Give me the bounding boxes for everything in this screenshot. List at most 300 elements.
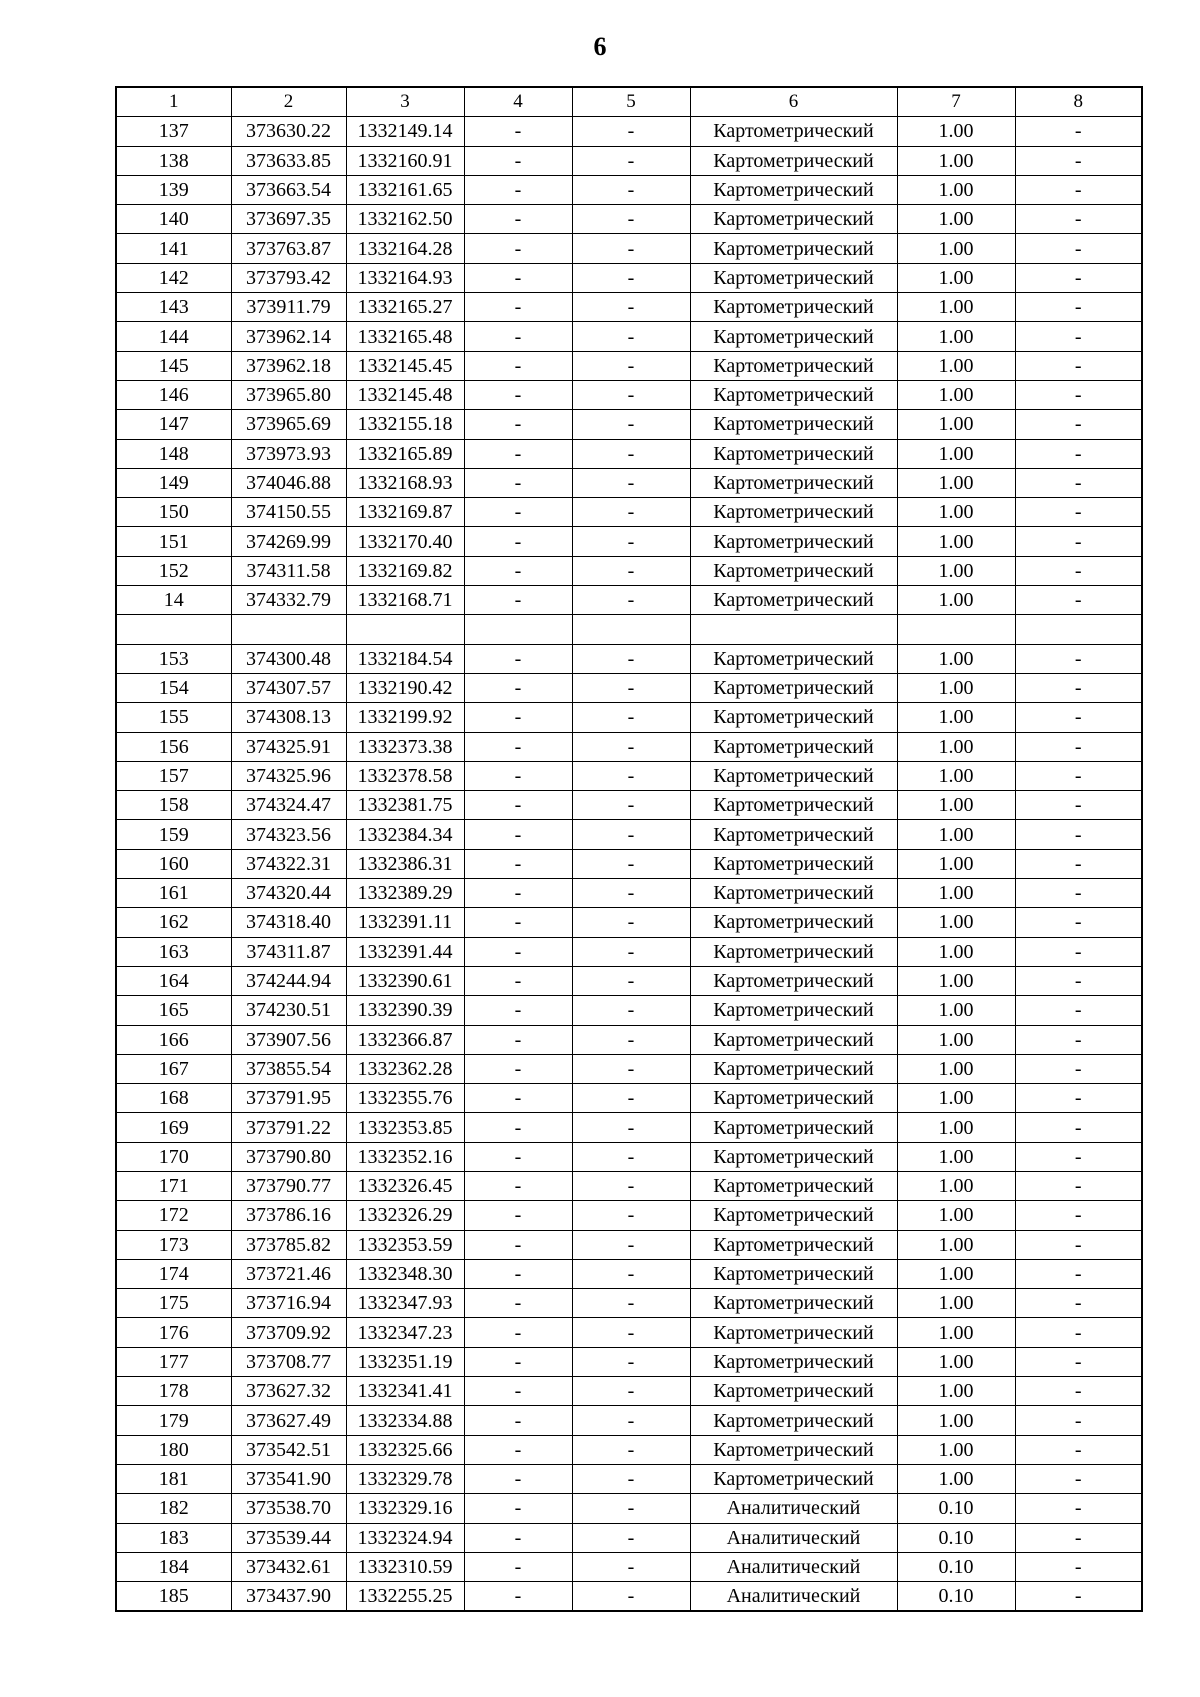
method-cell: Картометрический	[690, 1230, 897, 1259]
y-coordinate-cell: 1332352.16	[346, 1142, 464, 1171]
col-5-cell: -	[572, 1464, 690, 1493]
y-coordinate-cell: 1332381.75	[346, 791, 464, 820]
point-number-cell: 174	[116, 1259, 231, 1288]
x-coordinate-cell: 374323.56	[231, 820, 346, 849]
col-4-cell: -	[464, 732, 572, 761]
y-coordinate-cell: 1332390.39	[346, 996, 464, 1025]
table-row	[116, 1552, 1142, 1581]
col-8-cell: -	[1015, 1494, 1142, 1523]
x-coordinate-cell: 373697.35	[231, 205, 346, 234]
table-row	[116, 527, 1142, 556]
col-5-cell: -	[572, 527, 690, 556]
col-8-cell: -	[1015, 673, 1142, 702]
col-4-cell: -	[464, 1142, 572, 1171]
col-5-cell: -	[572, 966, 690, 995]
col-8-cell	[1015, 615, 1142, 644]
table-row	[116, 937, 1142, 966]
x-coordinate-cell: 374150.55	[231, 498, 346, 527]
col-8-cell: -	[1015, 1171, 1142, 1200]
point-number-cell: 149	[116, 468, 231, 497]
col-4-cell: -	[464, 234, 572, 263]
y-coordinate-cell: 1332190.42	[346, 673, 464, 702]
col-5-cell: -	[572, 732, 690, 761]
y-coordinate-cell: 1332373.38	[346, 732, 464, 761]
x-coordinate-cell: 373437.90	[231, 1582, 346, 1612]
table-row	[116, 498, 1142, 527]
point-number-cell: 179	[116, 1406, 231, 1435]
x-coordinate-cell: 374324.47	[231, 791, 346, 820]
table-row	[116, 1582, 1142, 1612]
point-number-cell: 183	[116, 1523, 231, 1552]
table-row	[116, 175, 1142, 204]
col-8-cell: -	[1015, 1347, 1142, 1376]
y-coordinate-cell: 1332326.29	[346, 1201, 464, 1230]
col-8-cell: -	[1015, 791, 1142, 820]
method-cell: Картометрический	[690, 380, 897, 409]
col-5-cell: -	[572, 673, 690, 702]
point-number-cell: 177	[116, 1347, 231, 1376]
col-8-cell: -	[1015, 1435, 1142, 1464]
accuracy-cell: 1.00	[897, 732, 1015, 761]
table-row	[116, 1406, 1142, 1435]
y-coordinate-cell: 1332161.65	[346, 175, 464, 204]
col-8-cell: -	[1015, 1054, 1142, 1083]
point-number-cell: 144	[116, 322, 231, 351]
col-4-cell: -	[464, 1494, 572, 1523]
col-5-cell: -	[572, 1084, 690, 1113]
table-row	[116, 1054, 1142, 1083]
y-coordinate-cell: 1332347.23	[346, 1318, 464, 1347]
col-4-cell: -	[464, 117, 572, 146]
y-coordinate-cell: 1332391.44	[346, 937, 464, 966]
table-header-row	[116, 87, 1142, 117]
point-number-cell: 14	[116, 586, 231, 615]
col-5-cell: -	[572, 644, 690, 673]
point-number-cell: 142	[116, 263, 231, 292]
col-4-cell: -	[464, 966, 572, 995]
x-coordinate-cell: 373663.54	[231, 175, 346, 204]
accuracy-cell: 1.00	[897, 380, 1015, 409]
col-4-cell: -	[464, 205, 572, 234]
method-cell: Картометрический	[690, 996, 897, 1025]
col-8-cell: -	[1015, 761, 1142, 790]
col-5-cell: -	[572, 908, 690, 937]
point-number-cell: 154	[116, 673, 231, 702]
col-4-cell: -	[464, 468, 572, 497]
col-4-cell: -	[464, 1523, 572, 1552]
point-number-cell: 175	[116, 1289, 231, 1318]
x-coordinate-cell: 373716.94	[231, 1289, 346, 1318]
y-coordinate-cell: 1332160.91	[346, 146, 464, 175]
col-4-cell: -	[464, 1289, 572, 1318]
y-coordinate-cell: 1332378.58	[346, 761, 464, 790]
point-number-cell: 137	[116, 117, 231, 146]
method-cell: Картометрический	[690, 966, 897, 995]
method-cell: Картометрический	[690, 263, 897, 292]
y-coordinate-cell: 1332329.16	[346, 1494, 464, 1523]
col-8-cell: -	[1015, 439, 1142, 468]
col-4-cell: -	[464, 996, 572, 1025]
x-coordinate-cell: 373627.49	[231, 1406, 346, 1435]
method-cell: Картометрический	[690, 146, 897, 175]
point-number-cell: 156	[116, 732, 231, 761]
table-row	[116, 673, 1142, 702]
accuracy-cell: 1.00	[897, 439, 1015, 468]
accuracy-cell: 1.00	[897, 1142, 1015, 1171]
point-number-cell: 143	[116, 293, 231, 322]
point-number-cell: 164	[116, 966, 231, 995]
point-number-cell: 148	[116, 439, 231, 468]
col-8-cell: -	[1015, 732, 1142, 761]
table-row	[116, 820, 1142, 849]
col-5-cell: -	[572, 1201, 690, 1230]
accuracy-cell: 1.00	[897, 996, 1015, 1025]
point-number-cell: 169	[116, 1113, 231, 1142]
col-8-cell: -	[1015, 1025, 1142, 1054]
x-coordinate-cell: 374322.31	[231, 849, 346, 878]
accuracy-cell: 1.00	[897, 498, 1015, 527]
point-number-cell: 170	[116, 1142, 231, 1171]
y-coordinate-cell: 1332145.45	[346, 351, 464, 380]
col-4-cell: -	[464, 1582, 572, 1612]
method-cell: Аналитический	[690, 1552, 897, 1581]
point-number-cell: 159	[116, 820, 231, 849]
col-5-cell: -	[572, 117, 690, 146]
point-number-cell: 153	[116, 644, 231, 673]
table-row	[116, 1435, 1142, 1464]
col-5-cell: -	[572, 234, 690, 263]
col-5-cell: -	[572, 556, 690, 585]
col-8-cell: -	[1015, 879, 1142, 908]
col-4-cell: -	[464, 1318, 572, 1347]
point-number-cell: 173	[116, 1230, 231, 1259]
y-coordinate-cell: 1332164.93	[346, 263, 464, 292]
y-coordinate-cell: 1332366.87	[346, 1025, 464, 1054]
col-5-cell	[572, 615, 690, 644]
x-coordinate-cell: 373633.85	[231, 146, 346, 175]
x-coordinate-cell: 373965.80	[231, 380, 346, 409]
col-5-cell: -	[572, 1054, 690, 1083]
y-coordinate-cell: 1332389.29	[346, 879, 464, 908]
y-coordinate-cell: 1332184.54	[346, 644, 464, 673]
col-5-cell: -	[572, 293, 690, 322]
method-cell: Аналитический	[690, 1494, 897, 1523]
method-cell: Картометрический	[690, 644, 897, 673]
col-4-cell: -	[464, 644, 572, 673]
point-number-cell: 181	[116, 1464, 231, 1493]
col-5-cell: -	[572, 1582, 690, 1612]
table-row	[116, 908, 1142, 937]
table-row	[116, 410, 1142, 439]
y-coordinate-cell: 1332170.40	[346, 527, 464, 556]
accuracy-cell: 1.00	[897, 410, 1015, 439]
col-4-cell: -	[464, 1054, 572, 1083]
y-coordinate-cell: 1332351.19	[346, 1347, 464, 1376]
method-cell: Картометрический	[690, 732, 897, 761]
col-4-cell: -	[464, 527, 572, 556]
accuracy-cell: 1.00	[897, 1259, 1015, 1288]
accuracy-cell: 1.00	[897, 1025, 1015, 1054]
y-coordinate-cell: 1332329.78	[346, 1464, 464, 1493]
x-coordinate-cell: 373962.14	[231, 322, 346, 351]
accuracy-cell: 1.00	[897, 263, 1015, 292]
col-8-cell: -	[1015, 1552, 1142, 1581]
y-coordinate-cell: 1332341.41	[346, 1377, 464, 1406]
col-4-cell: -	[464, 1406, 572, 1435]
accuracy-cell: 1.00	[897, 351, 1015, 380]
x-coordinate-cell: 374046.88	[231, 468, 346, 497]
point-number-cell: 171	[116, 1171, 231, 1200]
x-coordinate-cell: 373627.32	[231, 1377, 346, 1406]
col-8-cell: -	[1015, 1259, 1142, 1288]
col-5-cell: -	[572, 879, 690, 908]
table-row	[116, 439, 1142, 468]
y-coordinate-cell: 1332169.87	[346, 498, 464, 527]
table-row	[116, 879, 1142, 908]
col-5-cell: -	[572, 849, 690, 878]
col-8-cell: -	[1015, 293, 1142, 322]
col-5-cell: -	[572, 1523, 690, 1552]
col-8-cell: -	[1015, 380, 1142, 409]
col-5-cell: -	[572, 586, 690, 615]
x-coordinate-cell: 373785.82	[231, 1230, 346, 1259]
method-cell: Картометрический	[690, 439, 897, 468]
method-cell: Картометрический	[690, 175, 897, 204]
x-coordinate-cell: 373763.87	[231, 234, 346, 263]
table-row	[116, 380, 1142, 409]
point-number-cell: 139	[116, 175, 231, 204]
col-4-cell: -	[464, 322, 572, 351]
method-cell: Картометрический	[690, 1377, 897, 1406]
col-8-cell: -	[1015, 410, 1142, 439]
point-number-cell: 141	[116, 234, 231, 263]
method-cell: Картометрический	[690, 1464, 897, 1493]
x-coordinate-cell: 373965.69	[231, 410, 346, 439]
col-4-cell: -	[464, 937, 572, 966]
coordinates-table-container	[115, 86, 1141, 1612]
point-number-cell: 182	[116, 1494, 231, 1523]
col-5-cell: -	[572, 1347, 690, 1376]
col-5-cell: -	[572, 1259, 690, 1288]
col-5-cell: -	[572, 468, 690, 497]
method-cell: Картометрический	[690, 1171, 897, 1200]
col-4-cell: -	[464, 498, 572, 527]
col-5-cell: -	[572, 205, 690, 234]
y-coordinate-cell: 1332353.59	[346, 1230, 464, 1259]
col-5-cell: -	[572, 498, 690, 527]
y-coordinate-cell: 1332391.11	[346, 908, 464, 937]
method-cell	[690, 615, 897, 644]
y-coordinate-cell: 1332155.18	[346, 410, 464, 439]
table-row	[116, 849, 1142, 878]
col-4-cell: -	[464, 1435, 572, 1464]
table-row	[116, 322, 1142, 351]
table-row	[116, 468, 1142, 497]
col-8-cell: -	[1015, 117, 1142, 146]
header-col-7: 7	[897, 87, 1015, 117]
col-5-cell: -	[572, 1435, 690, 1464]
method-cell: Картометрический	[690, 1347, 897, 1376]
col-8-cell: -	[1015, 468, 1142, 497]
header-col-4: 4	[464, 87, 572, 117]
method-cell: Картометрический	[690, 1025, 897, 1054]
accuracy-cell: 1.00	[897, 586, 1015, 615]
accuracy-cell: 1.00	[897, 908, 1015, 937]
col-4-cell: -	[464, 791, 572, 820]
col-5-cell: -	[572, 1230, 690, 1259]
y-coordinate-cell: 1332326.45	[346, 1171, 464, 1200]
method-cell: Картометрический	[690, 468, 897, 497]
x-coordinate-cell: 374308.13	[231, 703, 346, 732]
point-number-cell	[116, 615, 231, 644]
col-4-cell: -	[464, 175, 572, 204]
col-5-cell: -	[572, 1552, 690, 1581]
method-cell: Картометрический	[690, 937, 897, 966]
table-row	[116, 791, 1142, 820]
point-number-cell: 147	[116, 410, 231, 439]
table-row	[116, 615, 1142, 644]
col-4-cell: -	[464, 1084, 572, 1113]
col-4-cell: -	[464, 293, 572, 322]
col-8-cell: -	[1015, 1142, 1142, 1171]
table-row	[116, 556, 1142, 585]
y-coordinate-cell: 1332334.88	[346, 1406, 464, 1435]
col-8-cell: -	[1015, 527, 1142, 556]
accuracy-cell: 1.00	[897, 527, 1015, 556]
accuracy-cell: 1.00	[897, 761, 1015, 790]
col-5-cell: -	[572, 703, 690, 732]
col-4-cell: -	[464, 410, 572, 439]
col-4-cell: -	[464, 1464, 572, 1493]
x-coordinate-cell: 373973.93	[231, 439, 346, 468]
col-5-cell: -	[572, 175, 690, 204]
coordinates-table	[115, 86, 1143, 1612]
col-4-cell: -	[464, 351, 572, 380]
col-5-cell: -	[572, 820, 690, 849]
method-cell: Картометрический	[690, 673, 897, 702]
point-number-cell: 172	[116, 1201, 231, 1230]
col-4-cell: -	[464, 263, 572, 292]
accuracy-cell: 1.00	[897, 1464, 1015, 1493]
method-cell: Картометрический	[690, 1201, 897, 1230]
accuracy-cell: 1.00	[897, 146, 1015, 175]
method-cell: Картометрический	[690, 586, 897, 615]
accuracy-cell: 1.00	[897, 1289, 1015, 1318]
point-number-cell: 162	[116, 908, 231, 937]
table-row	[116, 1318, 1142, 1347]
method-cell: Картометрический	[690, 1406, 897, 1435]
x-coordinate-cell: 374311.87	[231, 937, 346, 966]
col-8-cell: -	[1015, 703, 1142, 732]
col-8-cell: -	[1015, 849, 1142, 878]
col-5-cell: -	[572, 1025, 690, 1054]
col-4-cell: -	[464, 1201, 572, 1230]
x-coordinate-cell: 373432.61	[231, 1552, 346, 1581]
col-4-cell: -	[464, 1171, 572, 1200]
method-cell: Картометрический	[690, 820, 897, 849]
method-cell: Картометрический	[690, 703, 897, 732]
method-cell: Картометрический	[690, 1113, 897, 1142]
col-8-cell: -	[1015, 586, 1142, 615]
col-5-cell: -	[572, 146, 690, 175]
method-cell: Картометрический	[690, 556, 897, 585]
method-cell: Картометрический	[690, 879, 897, 908]
x-coordinate-cell: 373786.16	[231, 1201, 346, 1230]
point-number-cell: 166	[116, 1025, 231, 1054]
point-number-cell: 165	[116, 996, 231, 1025]
accuracy-cell: 0.10	[897, 1582, 1015, 1612]
y-coordinate-cell: 1332165.27	[346, 293, 464, 322]
x-coordinate-cell: 374325.96	[231, 761, 346, 790]
col-4-cell: -	[464, 380, 572, 409]
col-4-cell: -	[464, 908, 572, 937]
method-cell: Картометрический	[690, 1435, 897, 1464]
table-row	[116, 1113, 1142, 1142]
col-8-cell: -	[1015, 146, 1142, 175]
accuracy-cell: 1.00	[897, 791, 1015, 820]
col-8-cell: -	[1015, 1464, 1142, 1493]
accuracy-cell: 1.00	[897, 1054, 1015, 1083]
y-coordinate-cell: 1332162.50	[346, 205, 464, 234]
table-row	[116, 205, 1142, 234]
x-coordinate-cell: 373539.44	[231, 1523, 346, 1552]
col-8-cell: -	[1015, 498, 1142, 527]
col-8-cell: -	[1015, 205, 1142, 234]
col-4-cell: -	[464, 703, 572, 732]
accuracy-cell: 1.00	[897, 937, 1015, 966]
table-row	[116, 1142, 1142, 1171]
col-8-cell: -	[1015, 263, 1142, 292]
col-4-cell: -	[464, 1025, 572, 1054]
table-row	[116, 146, 1142, 175]
col-8-cell: -	[1015, 996, 1142, 1025]
point-number-cell: 158	[116, 791, 231, 820]
col-5-cell: -	[572, 1142, 690, 1171]
col-5-cell: -	[572, 410, 690, 439]
y-coordinate-cell: 1332384.34	[346, 820, 464, 849]
method-cell: Картометрический	[690, 1318, 897, 1347]
method-cell: Картометрический	[690, 1289, 897, 1318]
x-coordinate-cell: 374320.44	[231, 879, 346, 908]
y-coordinate-cell: 1332149.14	[346, 117, 464, 146]
x-coordinate-cell: 373541.90	[231, 1464, 346, 1493]
y-coordinate-cell: 1332165.48	[346, 322, 464, 351]
accuracy-cell: 1.00	[897, 673, 1015, 702]
col-8-cell: -	[1015, 820, 1142, 849]
col-8-cell: -	[1015, 937, 1142, 966]
col-8-cell: -	[1015, 1289, 1142, 1318]
x-coordinate-cell: 374311.58	[231, 556, 346, 585]
y-coordinate-cell	[346, 615, 464, 644]
point-number-cell: 150	[116, 498, 231, 527]
point-number-cell: 152	[116, 556, 231, 585]
x-coordinate-cell: 373793.42	[231, 263, 346, 292]
col-8-cell: -	[1015, 175, 1142, 204]
table-row	[116, 644, 1142, 673]
table-row	[116, 1201, 1142, 1230]
method-cell: Аналитический	[690, 1523, 897, 1552]
x-coordinate-cell: 373708.77	[231, 1347, 346, 1376]
col-4-cell: -	[464, 586, 572, 615]
method-cell: Картометрический	[690, 234, 897, 263]
method-cell: Аналитический	[690, 1582, 897, 1612]
accuracy-cell: 0.10	[897, 1523, 1015, 1552]
accuracy-cell: 1.00	[897, 1435, 1015, 1464]
table-row	[116, 1259, 1142, 1288]
col-5-cell: -	[572, 1171, 690, 1200]
accuracy-cell: 1.00	[897, 293, 1015, 322]
col-4-cell	[464, 615, 572, 644]
